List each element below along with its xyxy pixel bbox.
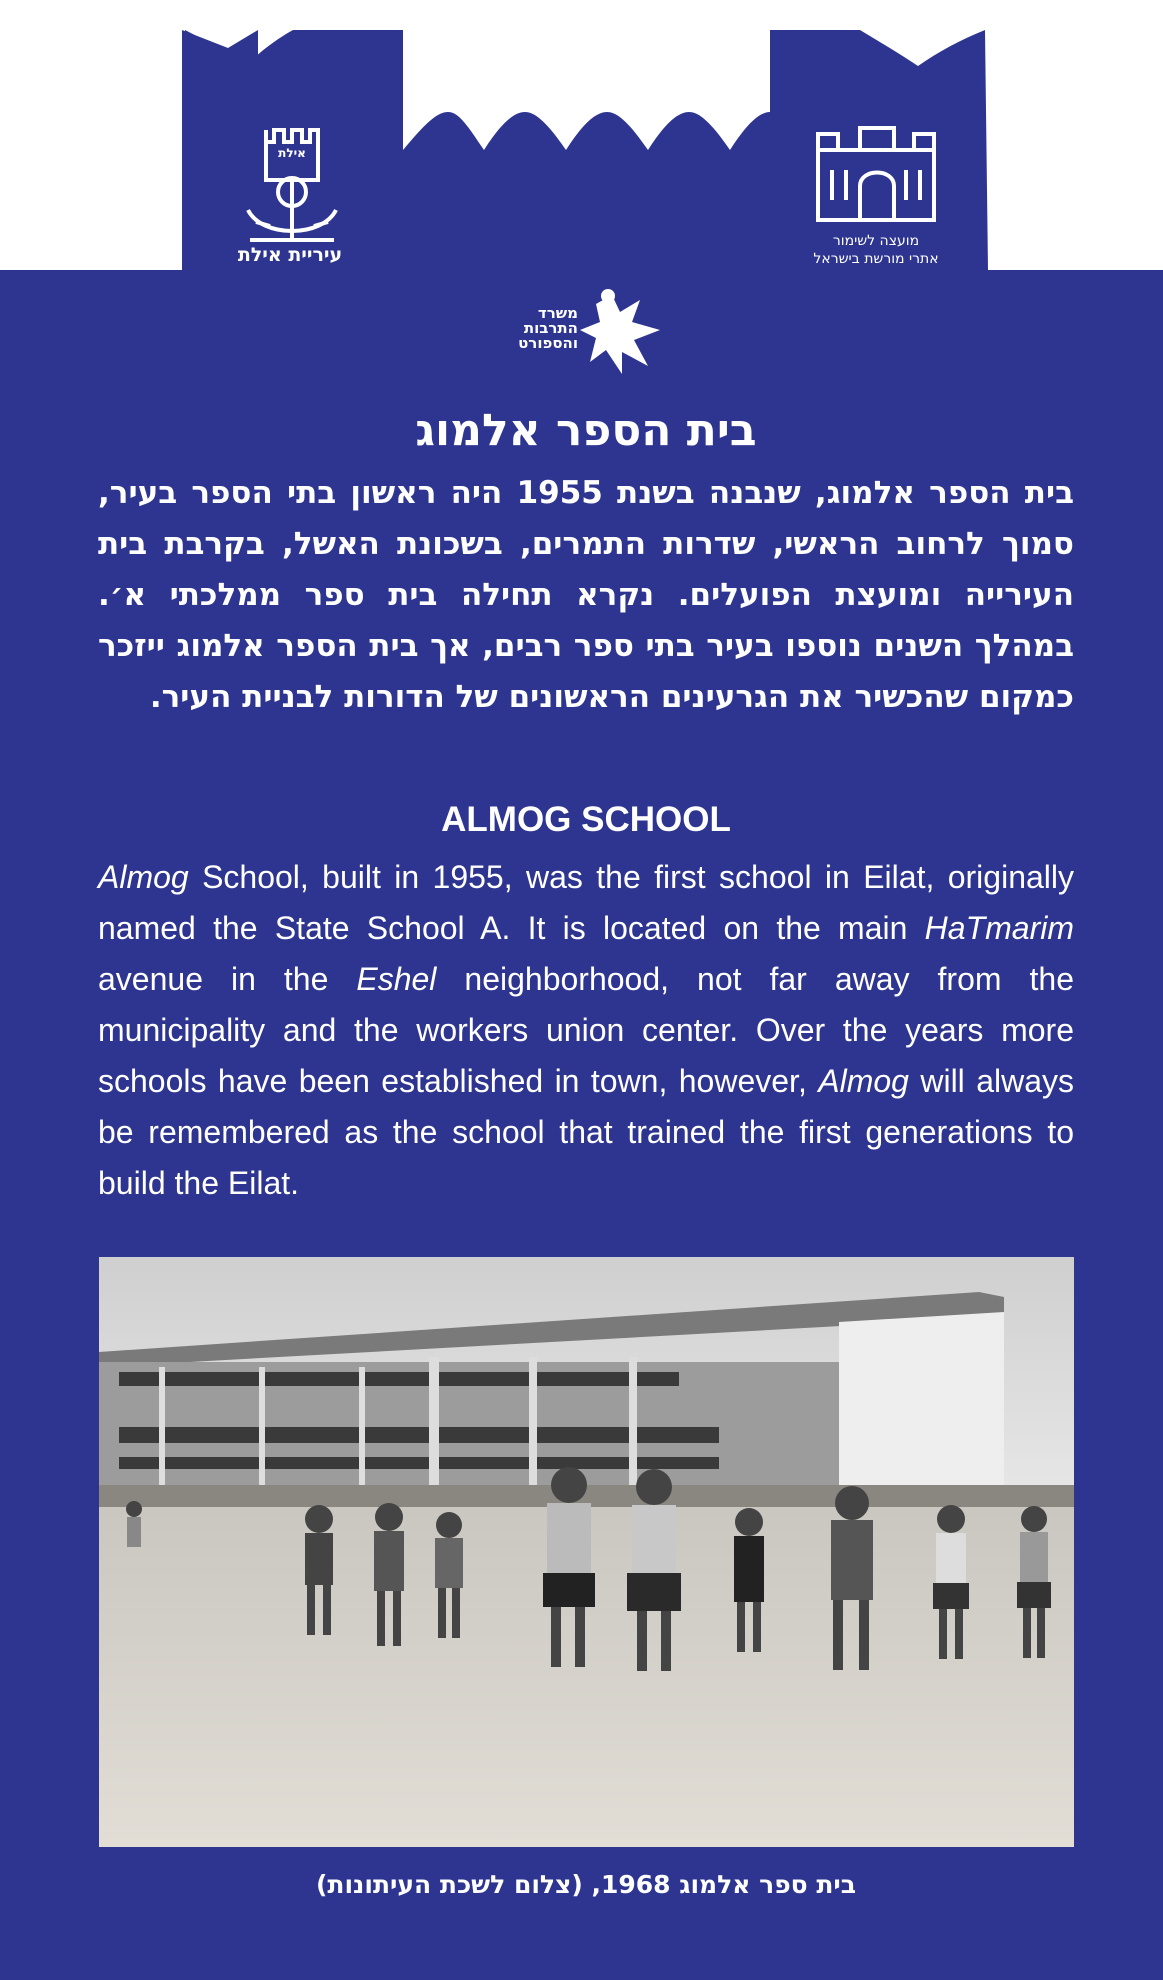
- ministry-caption: [492, 306, 578, 351]
- heritage-caption-line1: מועצה לשימור: [832, 233, 920, 249]
- english-italic-hatmarim: HaTmarim: [924, 910, 1074, 946]
- historic-school-photo: [99, 1257, 1074, 1847]
- english-body-part: School, built in 1955, was the first school in Eilat, originally named the State School A. It is located on the main: [98, 859, 1074, 946]
- english-italic-almog: Almog: [98, 859, 189, 895]
- photo-caption: בית ספר אלמוג 1968, (צלום לשכת העיתונות): [315, 1870, 857, 1899]
- eilat-logo-caption: עיריית אילת: [237, 244, 343, 266]
- english-italic-eshel: Eshel: [356, 961, 437, 997]
- hebrew-body: בית הספר אלמוג, שנבנה בשנת 1955 היה ראשון בתי הספר בעיר, סמוך לרחוב הראשי, שדרות התמרים, בשכונת האשל, בקרבת בית העירייה ומועצת הפועלים. נקרא תחילה בית ספר ממלכתי א׳. במהלך השנים נוספו בעיר בתי ספר רבים, אך בית הספר אלמוג ייזכר כמקום שהכשיר את הגרעינים הראשונים של הדורות לבניית העיר.: [98, 475, 1074, 715]
- english-body-part: will always be remembered as the school that trained the first generations to build the Eilat.: [98, 1063, 1075, 1201]
- ministry-caption-line3: והספורט: [518, 334, 578, 352]
- hebrew-title: בית הספר אלמוג: [415, 405, 757, 456]
- photo-building-end: [839, 1312, 1004, 1512]
- heritage-caption-line2: אתרי מורשת בישראל: [813, 251, 939, 267]
- english-italic-almog-2: Almog: [818, 1063, 909, 1099]
- heritage-council-caption: [786, 232, 966, 268]
- english-body-part: neighborhood, not far away from the municipality and the workers union center. Over the years more schools have been established in town, however,: [98, 961, 1075, 1099]
- english-body-part: avenue in the: [98, 961, 357, 997]
- ministry-caption-line2: התרבות: [523, 319, 578, 337]
- english-title: ALMOG SCHOOL: [441, 800, 731, 839]
- eilat-emblem-caption: אילת: [278, 146, 306, 160]
- english-body: [98, 852, 1074, 1209]
- ministry-caption-line1: משרד: [537, 304, 578, 322]
